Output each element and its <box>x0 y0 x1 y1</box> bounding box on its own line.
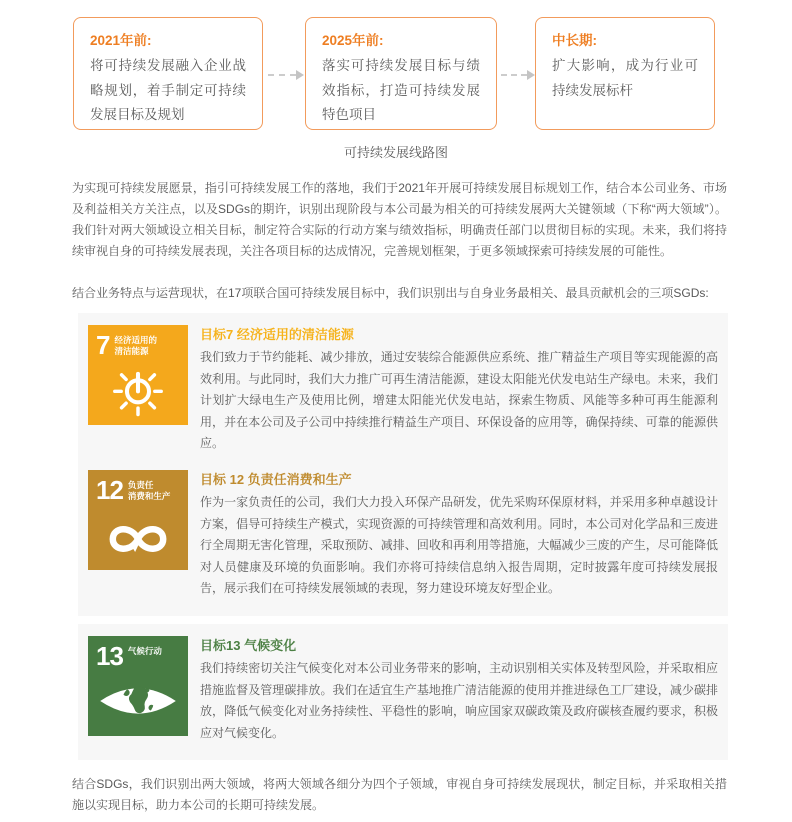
roadmap-step-2021 <box>73 17 263 130</box>
roadmap-arrow-icon <box>268 74 296 76</box>
sdg13-body: 我们持续密切关注气候变化对本公司业务带来的影响，主动识别相关实体及转型风险，并采取相应措施监督及管理碳排放。我们在适宜生产基地推广清洁能源的使用并推进绿色工厂建设，减少碳排放，降低气候变化对业务持续性、平稳性的影响，响应国家双碳政策及政府碳核查履约要求，积极应对气候变化。 <box>200 661 718 740</box>
sdg-goal-panel-13 <box>78 624 728 760</box>
sdg7-text-block <box>200 325 718 455</box>
sdg-intro-paragraph: 结合业务特点与运营现状，在17项联合国可持续发展目标中，我们识别出与自身业务最相关、最具贡献机会的三项SGDs: <box>72 286 709 300</box>
closing-paragraph: 结合SDGs，我们识别出两大领域，将两大领域各细分为四个子领域，审视自身可持续发展现状，制定目标，并采取相关措施以实现目标，助力本公司的长期可持续发展。 <box>72 777 727 812</box>
intro-paragraph: 为实现可持续发展愿景，指引可持续发展工作的落地，我们于2021年开展可持续发展目标规划工作，结合本公司业务、市场及利益相关方关注点，以及SDGs的期许，识别出现阶段与本公司最为相关的可持续发展两大关键领域（下称“两大领域”）。我们针对两大领域设立相关目标，制定符合实际的行动方案与绩效指标，明确责任部门以贯彻目标的实现。未来，我们将持续审视自身的可持续发展表现，关注各项目标的达成情况，完善规划框架，于更多领域探索可持续发展的可能性。 <box>72 181 727 258</box>
roadmap-step-2025 <box>305 17 497 130</box>
sdg12-tile-header <box>96 477 181 503</box>
roadmap-step-title: 2025年前: <box>322 33 384 48</box>
sdg13-heading: 目标13 气候变化 <box>200 638 297 653</box>
sdg-goal-panel-12 <box>78 458 728 616</box>
sdg-number: 13 <box>96 641 123 671</box>
sdg-number: 12 <box>96 475 123 505</box>
roadmap-caption: 可持续发展线路图 <box>343 145 448 160</box>
sdg-tile-label-line: 清洁能源 <box>114 345 149 356</box>
sdg-tile-label-line: 负责任 <box>127 480 154 490</box>
sdg7-heading: 目标7 经济适用的清洁能源 <box>200 327 354 342</box>
sdg13-tile <box>88 636 188 736</box>
sdg12-body: 作为一家负责任的公司，我们大力投入环保产品研发，优先采购环保原材料，并采用多种卓越设计方案，倡导可持续生产模式，实现资源的可持续管理和高效利用。同时，本公司对化学品和三废进行全周期无害化管理，采取预防、减排、回收和再利用等措施，大幅减少三废的产生，尽可能降低对人员健康及环境的负面影响。我们亦将可持续信息纳入报告周期，定时披露年度可持续发展报告，展示我们在可持续发展领域的表现，努力建设环境友好型企业。 <box>200 495 718 595</box>
sdg-tile-label-line: 经济适用的 <box>114 335 157 345</box>
sdg7-tile-header <box>96 332 181 358</box>
sdg-tile-label <box>109 332 157 358</box>
roadmap-diagram <box>0 0 792 132</box>
sun-power-icon <box>88 360 188 423</box>
sdg7-tile <box>88 325 188 425</box>
sdg12-text-block <box>200 470 718 600</box>
sdg-tile-label-line: 消费和生产 <box>127 490 171 501</box>
roadmap-step-longterm <box>535 17 715 130</box>
roadmap-step-title: 2021年前: <box>90 33 152 48</box>
roadmap-arrow-icon <box>501 74 527 76</box>
sdg-goal-panel-7 <box>78 313 728 471</box>
sdg13-text-block <box>200 636 718 744</box>
roadmap-step-body: 将可持续发展融入企业战略规划，着手制定可持续发展目标及规划 <box>90 58 246 122</box>
sdg-tile-label-line: 气候行动 <box>127 646 162 656</box>
sdg-number: 7 <box>96 330 110 360</box>
roadmap-step-body: 扩大影响，成为行业可持续发展标杆 <box>552 58 698 98</box>
infinity-loop-icon <box>88 515 188 568</box>
sdg12-tile <box>88 470 188 570</box>
sdg-tile-label <box>123 477 171 503</box>
sdg7-body: 我们致力于节约能耗、减少排放，通过安装综合能源供应系统、推广精益生产项目等实现能源的高效利用。与此同时，我们大力推广可再生清洁能源，建设太阳能光伏发电站生产绿电。未来，我们计划扩大绿电生产及使用比例，增建太阳能光伏发电站，探索生物质、风能等多种可再生能源利用，并在本公司及子公司中持续推行精益生产项目、环保设备的应用等，确保持续、可靠的能源供应。 <box>200 350 718 450</box>
sdg12-heading: 目标 12 负责任消费和生产 <box>200 472 352 487</box>
sdg13-tile-header <box>96 643 181 669</box>
roadmap-step-body: 落实可持续发展目标与绩效指标，打造可持续发展特色项目 <box>322 58 480 122</box>
eye-globe-icon <box>88 673 188 734</box>
sdg-tile-label <box>123 643 162 669</box>
roadmap-step-title: 中长期: <box>552 33 597 48</box>
